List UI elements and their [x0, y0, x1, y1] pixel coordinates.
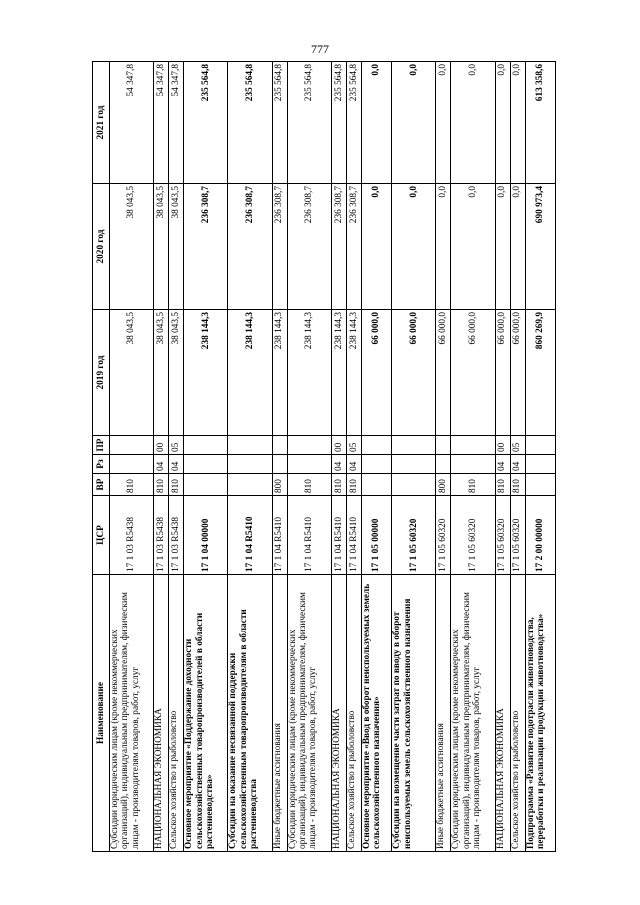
- table-row: [346, 62, 361, 852]
- cell-pr: 05: [346, 436, 361, 455]
- cell-2021: 0,0: [361, 62, 391, 184]
- cell-rz: [451, 455, 495, 474]
- cell-vr: [525, 474, 555, 496]
- cell-2021: 235 564,8: [331, 62, 346, 184]
- cell-rz: [287, 455, 331, 474]
- cell-name: Иные бюджетные ассигнования: [436, 575, 451, 852]
- cell-2020: 236 308,7: [287, 184, 331, 310]
- cell-pr: 00: [331, 436, 346, 455]
- cell-2021: 0,0: [392, 62, 436, 184]
- cell-rz: [272, 455, 287, 474]
- cell-pr: 05: [510, 436, 525, 455]
- cell-vr: 810: [110, 474, 154, 496]
- cell-csr: 17 1 05 00000: [361, 496, 391, 575]
- cell-name: Субсидии на оказание несвязанной поддержки сельскохозяйственным товаропроизводителям в области растениеводства: [228, 575, 272, 852]
- table-row: [184, 62, 228, 852]
- rotated-table-container: [92, 62, 556, 852]
- cell-vr: 810: [154, 474, 169, 496]
- cell-2019: 238 144,3: [184, 310, 228, 436]
- cell-rz: [525, 455, 555, 474]
- cell-2019: 238 144,3: [287, 310, 331, 436]
- cell-vr: [228, 474, 272, 496]
- cell-rz: [228, 455, 272, 474]
- header-csr: ЦСР: [93, 496, 110, 575]
- table-row: [287, 62, 331, 852]
- cell-2019: 38 043,5: [110, 310, 154, 436]
- cell-vr: 810: [451, 474, 495, 496]
- cell-rz: [184, 455, 228, 474]
- cell-name: НАЦИОНАЛЬНАЯ ЭКОНОМИКА: [495, 575, 510, 852]
- cell-vr: 810: [331, 474, 346, 496]
- budget-table: [92, 61, 556, 852]
- cell-2020: 0,0: [451, 184, 495, 310]
- header-2020: 2020 год: [93, 184, 110, 310]
- cell-rz: 04: [154, 455, 169, 474]
- table-row: [392, 62, 436, 852]
- cell-csr: 17 1 04 R5410: [228, 496, 272, 575]
- cell-2019: 238 144,3: [228, 310, 272, 436]
- cell-2019: 238 144,3: [346, 310, 361, 436]
- cell-vr: [361, 474, 391, 496]
- cell-pr: [184, 436, 228, 455]
- cell-2019: 66 000,0: [451, 310, 495, 436]
- table-row: [510, 62, 525, 852]
- cell-name: Подпрограмма «Развитие подотрасли животноводства, переработки и реализации продукции животноводства»: [525, 575, 555, 852]
- cell-2020: 38 043,5: [154, 184, 169, 310]
- cell-pr: 00: [495, 436, 510, 455]
- cell-2019: 38 043,5: [169, 310, 184, 436]
- cell-name: Сельское хозяйство и рыболовство: [346, 575, 361, 852]
- cell-name: НАЦИОНАЛЬНАЯ ЭКОНОМИКА: [154, 575, 169, 852]
- cell-pr: [436, 436, 451, 455]
- cell-pr: [287, 436, 331, 455]
- cell-pr: [525, 436, 555, 455]
- cell-csr: 17 1 04 R5410: [287, 496, 331, 575]
- cell-vr: 810: [169, 474, 184, 496]
- page-number: 777: [311, 42, 329, 56]
- table-header-row: [93, 62, 110, 852]
- cell-2021: 54 347,8: [154, 62, 169, 184]
- cell-2019: 860 269,9: [525, 310, 555, 436]
- cell-2021: 54 347,8: [110, 62, 154, 184]
- table-row: [154, 62, 169, 852]
- cell-pr: 05: [169, 436, 184, 455]
- cell-pr: [451, 436, 495, 455]
- cell-2020: 236 308,7: [228, 184, 272, 310]
- cell-name: Иные бюджетные ассигнования: [272, 575, 287, 852]
- cell-2020: 236 308,7: [184, 184, 228, 310]
- cell-rz: 04: [495, 455, 510, 474]
- cell-rz: [392, 455, 436, 474]
- cell-2021: 235 564,8: [272, 62, 287, 184]
- cell-vr: 810: [495, 474, 510, 496]
- table-row: [361, 62, 391, 852]
- cell-rz: [436, 455, 451, 474]
- cell-name: Сельское хозяйство и рыболовство: [510, 575, 525, 852]
- cell-2020: 236 308,7: [331, 184, 346, 310]
- header-2021: 2021 год: [93, 62, 110, 184]
- cell-csr: 17 1 03 R5438: [154, 496, 169, 575]
- cell-csr: 17 1 05 60320: [495, 496, 510, 575]
- cell-vr: 810: [510, 474, 525, 496]
- cell-name: Субсидии юридическим лицам (кроме некоммерческих организаций), индивидуальным предпринимателям, физическим лицам - производителям товаров, работ, услуг: [451, 575, 495, 852]
- cell-name: Сельское хозяйство и рыболовство: [169, 575, 184, 852]
- cell-csr: 17 2 00 00000: [525, 496, 555, 575]
- cell-2019: 66 000,0: [436, 310, 451, 436]
- cell-rz: 04: [510, 455, 525, 474]
- cell-2020: 38 043,5: [169, 184, 184, 310]
- header-vr: ВР: [93, 474, 110, 496]
- cell-csr: 17 1 03 R5438: [169, 496, 184, 575]
- cell-vr: 810: [287, 474, 331, 496]
- header-pr: ПР: [93, 436, 110, 455]
- table-row: [495, 62, 510, 852]
- cell-vr: [184, 474, 228, 496]
- cell-pr: 00: [154, 436, 169, 455]
- cell-rz: 04: [169, 455, 184, 474]
- cell-2021: 613 358,6: [525, 62, 555, 184]
- cell-2020: 0,0: [495, 184, 510, 310]
- cell-name: Субсидии на возмещение части затрат по вводу в оборот неиспользуемых земель сельскохозяйственного назначения: [392, 575, 436, 852]
- cell-2020: 38 043,5: [110, 184, 154, 310]
- cell-2020: 0,0: [392, 184, 436, 310]
- cell-2021: 0,0: [451, 62, 495, 184]
- header-2019: 2019 год: [93, 310, 110, 436]
- cell-name: Субсидии юридическим лицам (кроме некоммерческих организаций), индивидуальным предпринимателям, физическим лицам - производителям товаров, работ, услуг: [287, 575, 331, 852]
- cell-csr: 17 1 04 00000: [184, 496, 228, 575]
- cell-rz: [110, 455, 154, 474]
- cell-2019: 38 043,5: [154, 310, 169, 436]
- cell-name: НАЦИОНАЛЬНАЯ ЭКОНОМИКА: [331, 575, 346, 852]
- cell-csr: 17 1 04 R5410: [346, 496, 361, 575]
- cell-2019: 238 144,3: [331, 310, 346, 436]
- cell-2020: 0,0: [361, 184, 391, 310]
- cell-2020: 0,0: [510, 184, 525, 310]
- cell-2019: 66 000,0: [361, 310, 391, 436]
- cell-pr: [272, 436, 287, 455]
- cell-vr: 810: [346, 474, 361, 496]
- cell-2019: 66 000,0: [495, 310, 510, 436]
- cell-2019: 238 144,3: [272, 310, 287, 436]
- cell-csr: 17 1 04 R5410: [331, 496, 346, 575]
- table-row: [331, 62, 346, 852]
- cell-2020: 236 308,7: [272, 184, 287, 310]
- cell-2021: 235 564,8: [287, 62, 331, 184]
- cell-csr: 17 1 03 R5438: [110, 496, 154, 575]
- cell-csr: 17 1 05 60320: [451, 496, 495, 575]
- cell-2021: 54 347,8: [169, 62, 184, 184]
- table-row: [110, 62, 154, 852]
- table-row: [525, 62, 555, 852]
- table-row: [169, 62, 184, 852]
- cell-2020: 690 973,4: [525, 184, 555, 310]
- cell-vr: [392, 474, 436, 496]
- cell-2021: 235 564,8: [228, 62, 272, 184]
- cell-rz: 04: [331, 455, 346, 474]
- cell-2021: 0,0: [436, 62, 451, 184]
- cell-name: Субсидии юридическим лицам (кроме некоммерческих организаций), индивидуальным предпринимателям, физическим лицам - производителям товаров, работ, услуг: [110, 575, 154, 852]
- cell-2021: 0,0: [495, 62, 510, 184]
- cell-csr: 17 1 04 R5410: [272, 496, 287, 575]
- cell-2020: 236 308,7: [346, 184, 361, 310]
- cell-vr: 800: [272, 474, 287, 496]
- table-row: [451, 62, 495, 852]
- cell-2019: 66 000,0: [510, 310, 525, 436]
- table-row: [228, 62, 272, 852]
- cell-2021: 235 564,8: [184, 62, 228, 184]
- header-rz: Рз: [93, 455, 110, 474]
- cell-csr: 17 1 05 60320: [436, 496, 451, 575]
- cell-pr: [228, 436, 272, 455]
- header-name: Наименование: [93, 575, 110, 852]
- table-row: [272, 62, 287, 852]
- table-row: [436, 62, 451, 852]
- cell-2021: 235 564,8: [346, 62, 361, 184]
- cell-2021: 0,0: [510, 62, 525, 184]
- cell-rz: 04: [346, 455, 361, 474]
- cell-csr: 17 1 05 60320: [392, 496, 436, 575]
- cell-csr: 17 1 05 60320: [510, 496, 525, 575]
- cell-name: Основное мероприятие «Поддержание доходности сельскохозяйственных товаропроизводителей в области растениеводства»: [184, 575, 228, 852]
- cell-pr: [392, 436, 436, 455]
- cell-2020: 0,0: [436, 184, 451, 310]
- cell-rz: [361, 455, 391, 474]
- cell-pr: [110, 436, 154, 455]
- cell-name: Основное мероприятие «Ввод в оборот неиспользуемых земель сельскохозяйственного назначения»: [361, 575, 391, 852]
- cell-vr: 800: [436, 474, 451, 496]
- cell-2019: 66 000,0: [392, 310, 436, 436]
- cell-pr: [361, 436, 391, 455]
